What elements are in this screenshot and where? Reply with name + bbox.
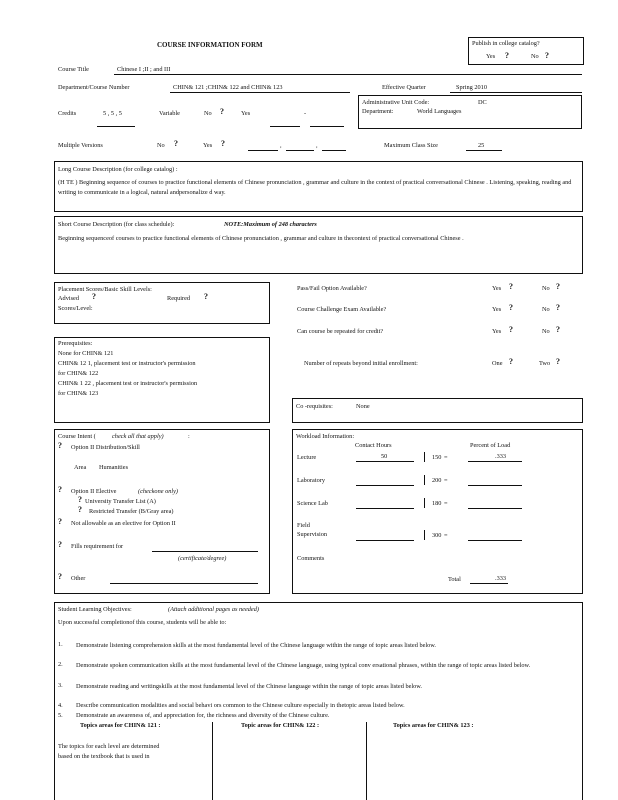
fills-requirement-checkbox[interactable]: ? <box>58 540 62 549</box>
option2-elective-label: Option II Elective <box>71 488 117 495</box>
workload-row-divisor: 200 <box>432 477 442 484</box>
workload-row-hours-line <box>356 540 414 541</box>
multiple-version-3-line <box>322 150 346 151</box>
workload-row-percent-line <box>468 461 522 462</box>
comments-label: Comments <box>297 555 325 562</box>
effective-quarter-underline <box>450 92 582 93</box>
objective-number: 1. <box>58 641 63 648</box>
publish-yes-label: Yes <box>486 53 496 60</box>
challenge-no-checkbox[interactable]: ? <box>556 303 560 312</box>
objectives-label: Student Learning Objectives: <box>58 606 132 613</box>
workload-row-label-2: Supervision <box>297 531 328 538</box>
option2-elective-checkbox[interactable]: ? <box>58 485 62 494</box>
total-underline <box>470 583 508 584</box>
publish-no-label: No <box>531 53 539 60</box>
placement-label: Placement Scores/Basic Skill Levels: <box>58 286 152 293</box>
max-class-label: Maximum Class Size <box>384 142 438 149</box>
course-title-underline <box>114 74 582 75</box>
dept-course-underline <box>170 92 350 93</box>
prerequisite-line[interactable]: for CHIN& 123 <box>58 390 99 397</box>
department-value[interactable]: World Languages <box>417 108 462 115</box>
workload-row-percent-line <box>468 485 522 486</box>
area-label: Area <box>74 464 87 471</box>
workload-divider <box>424 475 425 485</box>
course-title-label: Course Title <box>58 66 89 73</box>
repeat-yes-label: Yes <box>492 328 502 335</box>
max-class-value[interactable]: 25 <box>478 142 485 149</box>
multiple-version-2-line <box>286 150 314 151</box>
workload-row-eq: = <box>444 477 448 484</box>
multiple-no-checkbox[interactable]: ? <box>174 139 178 148</box>
workload-divider <box>424 452 425 462</box>
univ-transfer-checkbox[interactable]: ? <box>78 495 82 504</box>
passfail-no-checkbox[interactable]: ? <box>556 282 560 291</box>
course-intent-label-end: : <box>188 433 190 440</box>
workload-row-eq: = <box>444 500 448 507</box>
workload-row-label: Laboratory <box>297 477 325 484</box>
placement-required-checkbox[interactable]: ? <box>204 292 208 301</box>
workload-divider <box>424 498 425 508</box>
course-intent-note: check all that apply) <box>112 433 164 440</box>
corequisites-value[interactable]: None <box>356 403 370 410</box>
multiple-yes-label: Yes <box>203 142 213 149</box>
objectives-intro: Upon successful completionof this course, students will be able to: <box>58 619 227 626</box>
option2-dist-label: Option II Distribution/Skill <box>71 444 140 451</box>
variable-yes-label: Yes <box>241 110 251 117</box>
challenge-label: Course Challenge Exam Available? <box>297 306 387 313</box>
workload-row-label: Lecture <box>297 454 317 461</box>
workload-row-eq: = <box>444 532 448 539</box>
passfail-label: Pass/Fail Option Available? <box>297 285 367 292</box>
prerequisite-line[interactable]: CHIN& 1 22 , placement test or instructor's permission <box>58 380 198 387</box>
fills-requirement-underline <box>152 551 258 552</box>
repeat-no-label: No <box>542 328 550 335</box>
credits-label: Credits <box>58 110 77 117</box>
effective-quarter-label: Effective Quarter <box>382 84 426 91</box>
publish-catalog-label: Publish in college catalog? <box>472 40 540 47</box>
prerequisites-label: Prerequisites: <box>58 340 93 347</box>
restricted-transfer-checkbox[interactable]: ? <box>78 505 82 514</box>
repeat-label: Can course be repeated for credit? <box>297 328 384 335</box>
checkone-note: (checkone only) <box>138 488 179 495</box>
option2-dist-checkbox[interactable]: ? <box>58 441 62 450</box>
topics-column-divider <box>212 722 213 800</box>
repeats-two-checkbox[interactable]: ? <box>556 357 560 366</box>
topics-heading-123: Topics areas for CHIN& 123 : <box>393 722 474 729</box>
objective-text[interactable]: Demonstrate spoken communication skills at the most fundamental level of the Chinese language, using typical conv ersational phrases, within the range of topic areas listed below. <box>76 662 531 669</box>
placement-advised-checkbox[interactable]: ? <box>92 292 96 301</box>
dept-course-value[interactable]: CHIN& 121 ;CHIN& 122 and CHIN& 123 <box>173 84 283 91</box>
multiple-versions-label: Multiple Versions <box>58 142 103 149</box>
repeats-one-label: One <box>492 360 503 367</box>
workload-row-divisor: 180 <box>432 500 442 507</box>
corequisites-label: Co -requisites: <box>296 403 333 410</box>
course-intent-label: Course Intent ( <box>58 433 96 440</box>
objectives-box <box>54 602 583 800</box>
short-description-text[interactable]: Beginning sequenceof courses to practice functional elements of Chinese pronunciation , grammar and culture in thecontext of practical conversational Chinese . <box>58 235 464 242</box>
variable-no-label: No <box>204 110 212 117</box>
separator-comma: , <box>316 142 318 149</box>
workload-row-percent[interactable]: .333 <box>495 453 507 460</box>
corequisites-box <box>292 398 583 423</box>
prerequisite-line[interactable]: for CHIN& 122 <box>58 370 99 377</box>
percent-load-header: Percent of Load <box>470 442 511 449</box>
workload-row-divisor: 150 <box>432 454 442 461</box>
max-class-underline <box>466 150 502 151</box>
course-title-value[interactable]: Chinese I ;II ; and III <box>117 66 171 73</box>
workload-row-hours-line <box>356 485 414 486</box>
admin-unit-label: Administrative Unit Code: <box>362 99 430 106</box>
topics-column-divider <box>366 722 367 800</box>
objective-text[interactable]: Describe communication modalities and social behavi ors common to the Chinese culture especially in thetopic areas listed below. <box>76 702 405 709</box>
objective-text[interactable]: Demonstrate reading and writingskills at the most fundamental level of the Chinese language within the range of topic areas listed below. <box>76 683 422 690</box>
not-allowable-checkbox[interactable]: ? <box>58 517 62 526</box>
area-value[interactable]: Humanities <box>99 464 129 471</box>
publish-no-checkbox[interactable]: ? <box>545 51 549 60</box>
variable-from-underline <box>270 126 300 127</box>
workload-divider <box>424 530 425 540</box>
admin-unit-value[interactable]: DC <box>478 99 487 106</box>
other-underline <box>110 583 258 584</box>
challenge-yes-label: Yes <box>492 306 502 313</box>
objective-number: 3. <box>58 682 63 689</box>
multiple-no-label: No <box>157 142 165 149</box>
credits-value[interactable]: 5 , 5 , 5 <box>103 110 122 117</box>
objective-number: 2. <box>58 661 63 668</box>
contact-hours-header: Contact Hours <box>355 442 392 449</box>
total-label: Total <box>448 576 461 583</box>
prerequisite-line[interactable]: CHIN& 12 1, placement test or instructor's permission <box>58 360 196 367</box>
placement-scores-label: Scores/Level: <box>58 305 93 312</box>
workload-row-eq: = <box>444 454 448 461</box>
workload-row-label: Science Lab <box>297 500 328 507</box>
workload-label: Workload Information: <box>296 433 355 440</box>
variable-dash: - <box>304 110 307 117</box>
dept-course-label: Department/Course Number <box>58 84 130 91</box>
topics-heading-121: Topics areas for CHIN& 121 : <box>80 722 161 729</box>
workload-row-hours-line <box>356 508 414 509</box>
certificate-note: (certificate/degree) <box>178 555 227 562</box>
multiple-version-1-line <box>248 150 278 151</box>
objective-number: 5. <box>58 712 63 719</box>
univ-transfer-label: University Transfer List (A) <box>85 498 156 505</box>
prerequisite-line[interactable]: None for CHIN& 121 <box>58 350 114 357</box>
workload-row-percent-line <box>468 508 522 509</box>
variable-label: Variable <box>159 110 180 117</box>
workload-row-hours[interactable]: 50 <box>381 453 388 460</box>
objective-text[interactable]: Demonstrate an awareness of, and appreciation for, the richness and diversity of the Chinese culture. <box>76 712 330 719</box>
repeats-one-checkbox[interactable]: ? <box>509 357 513 366</box>
placement-advised-label: Advised <box>58 295 79 302</box>
credits-underline <box>97 126 135 127</box>
restricted-transfer-label: Restricted Transfer (B/Gray area) <box>89 508 174 515</box>
department-label: Department: <box>362 108 394 115</box>
passfail-yes-checkbox[interactable]: ? <box>509 282 513 291</box>
long-description-label: Long Course Description (for college catalog) : <box>58 166 178 173</box>
separator-comma: , <box>280 142 282 149</box>
form-title: COURSE INFORMATION FORM <box>157 41 263 49</box>
variable-to-underline <box>310 126 344 127</box>
multiple-yes-checkbox[interactable]: ? <box>221 139 225 148</box>
short-description-label: Short Course Description (for class schedule): <box>58 221 175 228</box>
passfail-no-label: No <box>542 285 550 292</box>
topics-note-line: The topics for each level are determined <box>58 743 160 750</box>
repeat-no-checkbox[interactable]: ? <box>556 325 560 334</box>
publish-yes-checkbox[interactable]: ? <box>505 51 509 60</box>
topics-heading-122: Topic areas for CHIN& 122 : <box>241 722 320 729</box>
not-allowable-label: Not allowable as an elective for Option II <box>71 520 176 527</box>
objective-number: 4. <box>58 702 63 709</box>
objectives-attach-note: (Attach additional pages as needed) <box>168 606 259 613</box>
passfail-yes-label: Yes <box>492 285 502 292</box>
fills-requirement-label: Fills requirement for <box>71 543 124 550</box>
variable-no-checkbox[interactable]: ? <box>220 107 224 116</box>
workload-row-label: Field <box>297 522 310 529</box>
short-description-note: NOTE:Maximum of 248 characters <box>224 221 317 228</box>
challenge-yes-checkbox[interactable]: ? <box>509 303 513 312</box>
topics-note-line: based on the textbook that is used in <box>58 753 150 760</box>
objective-text[interactable]: Demonstrate listening comprehension skills at the most fundamental level of the Chinese language within the range of topic areas listed below. <box>76 642 436 649</box>
long-description-text[interactable]: (H TE ) Beginning sequence of courses to practice functional elements of Chinese pronunciation , grammar and culture in the context of practical conversational Chinese . Listening, speaking, reading and writing to communicate in a logical, natural andpersonalize d way. <box>58 179 572 196</box>
effective-quarter-value[interactable]: Spring 2010 <box>456 84 487 91</box>
repeat-yes-checkbox[interactable]: ? <box>509 325 513 334</box>
repeats-two-label: Two <box>539 360 551 367</box>
total-value[interactable]: .333 <box>495 575 507 582</box>
workload-row-hours-line <box>356 461 414 462</box>
other-label: Other <box>71 575 86 582</box>
workload-row-percent-line <box>468 540 522 541</box>
challenge-no-label: No <box>542 306 550 313</box>
other-checkbox[interactable]: ? <box>58 572 62 581</box>
placement-required-label: Required <box>167 295 191 302</box>
workload-row-divisor: 300 <box>432 532 442 539</box>
repeats-beyond-label: Number of repeats beyond initial enrollment: <box>304 360 418 367</box>
